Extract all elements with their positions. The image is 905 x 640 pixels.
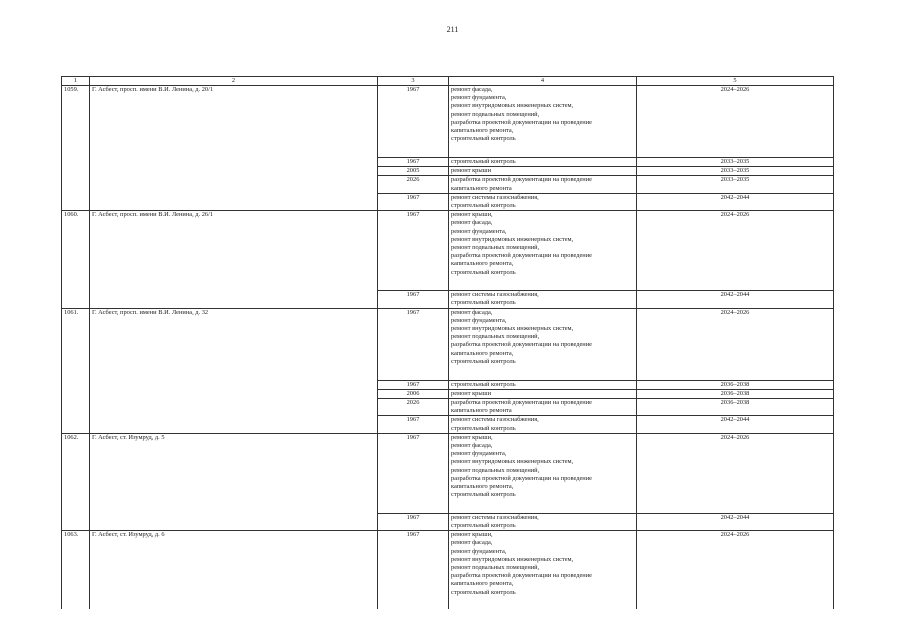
works-cell [449, 513, 637, 530]
table-row [62, 308, 834, 380]
year-cell: 1967 [378, 308, 449, 380]
table-row [62, 86, 834, 158]
work-item: ремонт фасада, [451, 86, 493, 93]
work-item: строительный контроль [451, 135, 516, 143]
works-cell [449, 380, 637, 389]
work-item: ремонт фасада, [451, 442, 493, 450]
period-cell: 2042–2044 [637, 193, 834, 210]
work-item: разработка проектной документации на проведение [451, 474, 592, 482]
works-cell [449, 389, 637, 398]
work-item: капитального ремонта [451, 407, 512, 415]
column-header-2: 2 [90, 77, 378, 86]
period-cell: 2024–2026 [637, 86, 834, 158]
work-item: капитального ремонта, [451, 580, 514, 588]
work-item: разработка проектной документации на проведение [451, 341, 592, 349]
work-item: капитального ремонта, [451, 260, 514, 268]
work-item: строительный контроль [451, 424, 516, 432]
building-address: Г. Асбест, просп. имени В.И. Ленина, д. 20/1 [90, 86, 378, 211]
period-cell: 2024–2026 [637, 308, 834, 380]
year-cell: 1967 [378, 416, 449, 433]
year-cell: 1967 [378, 211, 449, 291]
page-number: 211 [446, 25, 459, 34]
work-item: разработка проектной документации на проведение [451, 399, 592, 407]
column-header-1: 1 [62, 77, 90, 86]
work-item: ремонт подвальных помещений, [451, 244, 540, 252]
period-cell: 2042–2044 [637, 291, 834, 308]
work-item: разработка проектной документации на проведение [451, 572, 592, 580]
works-cell [449, 211, 637, 291]
year-cell: 1967 [378, 158, 449, 167]
building-number: 1060. [62, 211, 90, 308]
works-cell [449, 291, 637, 308]
work-item: ремонт фундамента, [451, 450, 507, 458]
year-cell: 2005 [378, 167, 449, 176]
work-item: ремонт фасада, [451, 539, 493, 547]
works-cell [449, 433, 637, 513]
work-item: строительный контроль [451, 522, 516, 530]
year-cell: 2006 [378, 389, 449, 398]
year-cell: 1967 [378, 433, 449, 513]
works-cell [449, 86, 637, 158]
work-item: разработка проектной документации на проведение [451, 176, 592, 184]
period-cell: 2024–2026 [637, 433, 834, 513]
year-cell: 1967 [378, 193, 449, 210]
work-item: ремонт фасада, [451, 308, 493, 316]
work-item: ремонт фасада, [451, 219, 493, 227]
work-item: ремонт фундамента, [451, 316, 507, 324]
work-item: ремонт фундамента, [451, 227, 507, 235]
work-item: разработка проектной документации на проведение [451, 118, 592, 126]
building-number: 1062. [62, 433, 90, 530]
year-cell: 1967 [378, 380, 449, 389]
column-header-3: 3 [378, 77, 449, 86]
work-item: ремонт подвальных помещений, [451, 564, 540, 572]
column-header-4: 4 [449, 77, 637, 86]
table-row [62, 211, 834, 291]
work-item: строительный контроль [451, 588, 516, 596]
period-cell: 2033–2035 [637, 176, 834, 193]
building-address: Г. Асбест, ст. Изумруд, д. 6 [90, 531, 378, 609]
work-item: ремонт подвальных помещений, [451, 466, 540, 474]
work-item: ремонт фундамента, [451, 94, 507, 102]
period-cell: 2033–2035 [637, 167, 834, 176]
work-item: ремонт крыши, [451, 531, 493, 539]
work-item: строительный контроль [451, 299, 516, 307]
works-cell [449, 399, 637, 416]
work-item: ремонт подвальных помещений, [451, 110, 540, 118]
work-item: строительный контроль [451, 158, 516, 165]
work-item: ремонт внутридомовых инженерных систем, [451, 235, 574, 243]
building-number: 1059. [62, 86, 90, 211]
works-cell [449, 167, 637, 176]
building-address: Г. Асбест, просп. имени В.И. Ленина, д. 32 [90, 308, 378, 433]
work-item: ремонт системы газоснабжения, [451, 193, 539, 201]
period-cell: 2036–2038 [637, 389, 834, 398]
work-item: ремонт внутридомовых инженерных систем, [451, 325, 574, 333]
work-item: капитального ремонта, [451, 127, 514, 135]
building-address: Г. Асбест, просп. имени В.И. Ленина, д. 26/1 [90, 211, 378, 308]
works-cell [449, 176, 637, 193]
table-body [62, 86, 834, 609]
period-cell: 2033–2035 [637, 158, 834, 167]
period-cell: 2024–2026 [637, 211, 834, 291]
works-cell [449, 193, 637, 210]
period-cell: 2036–2038 [637, 380, 834, 389]
table-row [62, 433, 834, 513]
work-item: ремонт крыши, [451, 211, 493, 219]
year-cell: 1967 [378, 86, 449, 158]
year-cell: 1967 [378, 291, 449, 308]
year-cell: 1967 [378, 513, 449, 530]
work-item: капитального ремонта, [451, 483, 514, 491]
year-cell: 2026 [378, 399, 449, 416]
year-cell: 1967 [378, 531, 449, 609]
work-item: ремонт внутридомовых инженерных систем, [451, 555, 574, 563]
building-number: 1061. [62, 308, 90, 433]
works-cell [449, 308, 637, 380]
work-item: ремонт фундамента, [451, 547, 507, 555]
column-header-5: 5 [637, 77, 834, 86]
work-item: разработка проектной документации на проведение [451, 252, 592, 260]
building-number: 1063. [62, 531, 90, 609]
work-item: ремонт внутридомовых инженерных систем, [451, 102, 574, 110]
works-cell [449, 416, 637, 433]
work-item: ремонт системы газоснабжения, [451, 513, 539, 521]
year-cell: 2026 [378, 176, 449, 193]
work-item: ремонт системы газоснабжения, [451, 291, 539, 299]
work-item: ремонт системы газоснабжения, [451, 416, 539, 424]
table-row [62, 531, 834, 609]
work-item: ремонт крыши [451, 167, 492, 175]
work-item: ремонт крыши [451, 389, 492, 397]
work-item: строительный контроль [451, 268, 516, 276]
work-item: ремонт подвальных помещений, [451, 333, 540, 341]
period-cell: 2024–2026 [637, 531, 834, 609]
repair-schedule-table [61, 76, 834, 609]
works-cell [449, 158, 637, 167]
column-number-row [62, 77, 834, 86]
period-cell: 2042–2044 [637, 416, 834, 433]
period-cell: 2042–2044 [637, 513, 834, 530]
period-cell: 2036–2038 [637, 399, 834, 416]
work-item: строительный контроль [451, 380, 516, 388]
work-item: ремонт внутридомовых инженерных систем, [451, 458, 574, 466]
work-item: капитального ремонта, [451, 349, 514, 357]
building-address: Г. Асбест, ст. Изумруд, д. 5 [90, 433, 378, 530]
work-item: ремонт крыши, [451, 433, 493, 441]
work-item: строительный контроль [451, 357, 516, 365]
work-item: строительный контроль [451, 202, 516, 210]
work-item: капитального ремонта [451, 184, 512, 192]
work-item: строительный контроль [451, 491, 516, 499]
works-cell [449, 531, 637, 609]
